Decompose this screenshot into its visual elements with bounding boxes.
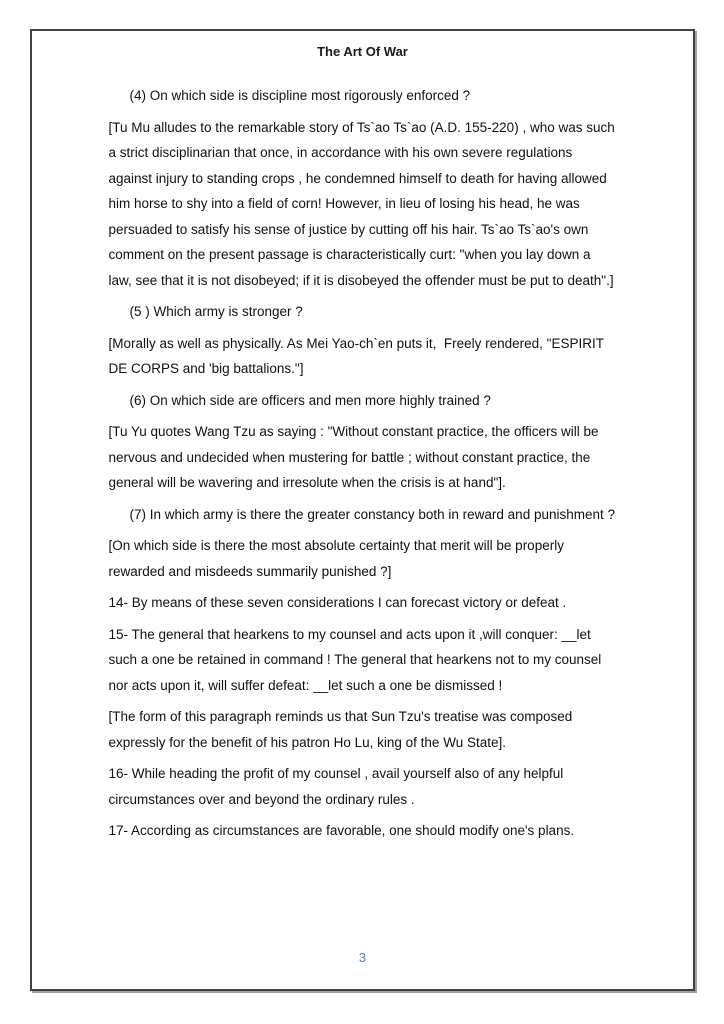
body-paragraph: 14- By means of these seven considerations I can forecast victory or defeat . — [108, 595, 567, 610]
body-paragraph: 16- While heading the profit of my counsel , avail yourself also of any helpful circumstances over and beyond the ordinary rules . — [108, 766, 568, 807]
question-paragraph: (7) In which army is there the greater constancy both in reward and punishment ? — [129, 506, 615, 522]
body-paragraph: [The form of this paragraph reminds us that Sun Tzu's treatise was composed expressly for the benefit of his patron Ho Lu, king of the Wu State]. — [108, 709, 577, 750]
body-paragraph: [Tu Mu alludes to the remarkable story of Ts`ao Ts`ao (A.D. 155-220) , who was such a strict disciplinarian that once, in accordance with his own severe regulations against injury to standing crops , he condemned himself to death for having allowed him horse to shy into a field of corn! However, in lieu of losing his head, he was persuaded to satisfy his sense of justice by cutting off his hair. Ts`ao Ts`ao's own comment on the present passage is characteristically curt: "when you lay down a law, see that it is not disobeyed; if it is disobeyed the offender must be put to death".] — [108, 119, 619, 288]
body-paragraph: 15- The general that hearkens to my counsel and acts upon it ,will conquer: __let such a one be retained in command ! The general that hearkens not to my counsel nor acts upon it, will suffer defeat: __let such a one be dismissed ! — [108, 626, 606, 693]
page-footer — [32, 950, 693, 965]
text-block — [109, 83, 617, 844]
document-page — [30, 29, 695, 991]
document-title: The Art Of War — [317, 44, 408, 59]
body-paragraph: 17- According as circumstances are favorable, one should modify one's plans. — [108, 823, 575, 838]
question-paragraph: (5 ) Which army is stronger ? — [129, 304, 303, 319]
body-paragraph: [On which side is there the most absolute certainty that merit will be properly rewarded and misdeeds summarily punished ?] — [108, 538, 568, 579]
page-number: 3 — [358, 950, 367, 965]
question-paragraph: (4) On which side is discipline most rigorously enforced ? — [129, 88, 471, 103]
question-paragraph: (6) On which side are officers and men more highly trained ? — [129, 392, 491, 408]
body-paragraph: [Morally as well as physically. As Mei Yao-ch`en puts it, Freely rendered, "ESPIRIT DE CORPS and 'big battalions."] — [108, 335, 608, 376]
body-paragraph: [Tu Yu quotes Wang Tzu as saying : "Without constant practice, the officers will be nervous and undecided when mustering for battle ; without constant practice, the general will be wavering and irresolute when the crisis is at hand"]. — [108, 424, 603, 490]
